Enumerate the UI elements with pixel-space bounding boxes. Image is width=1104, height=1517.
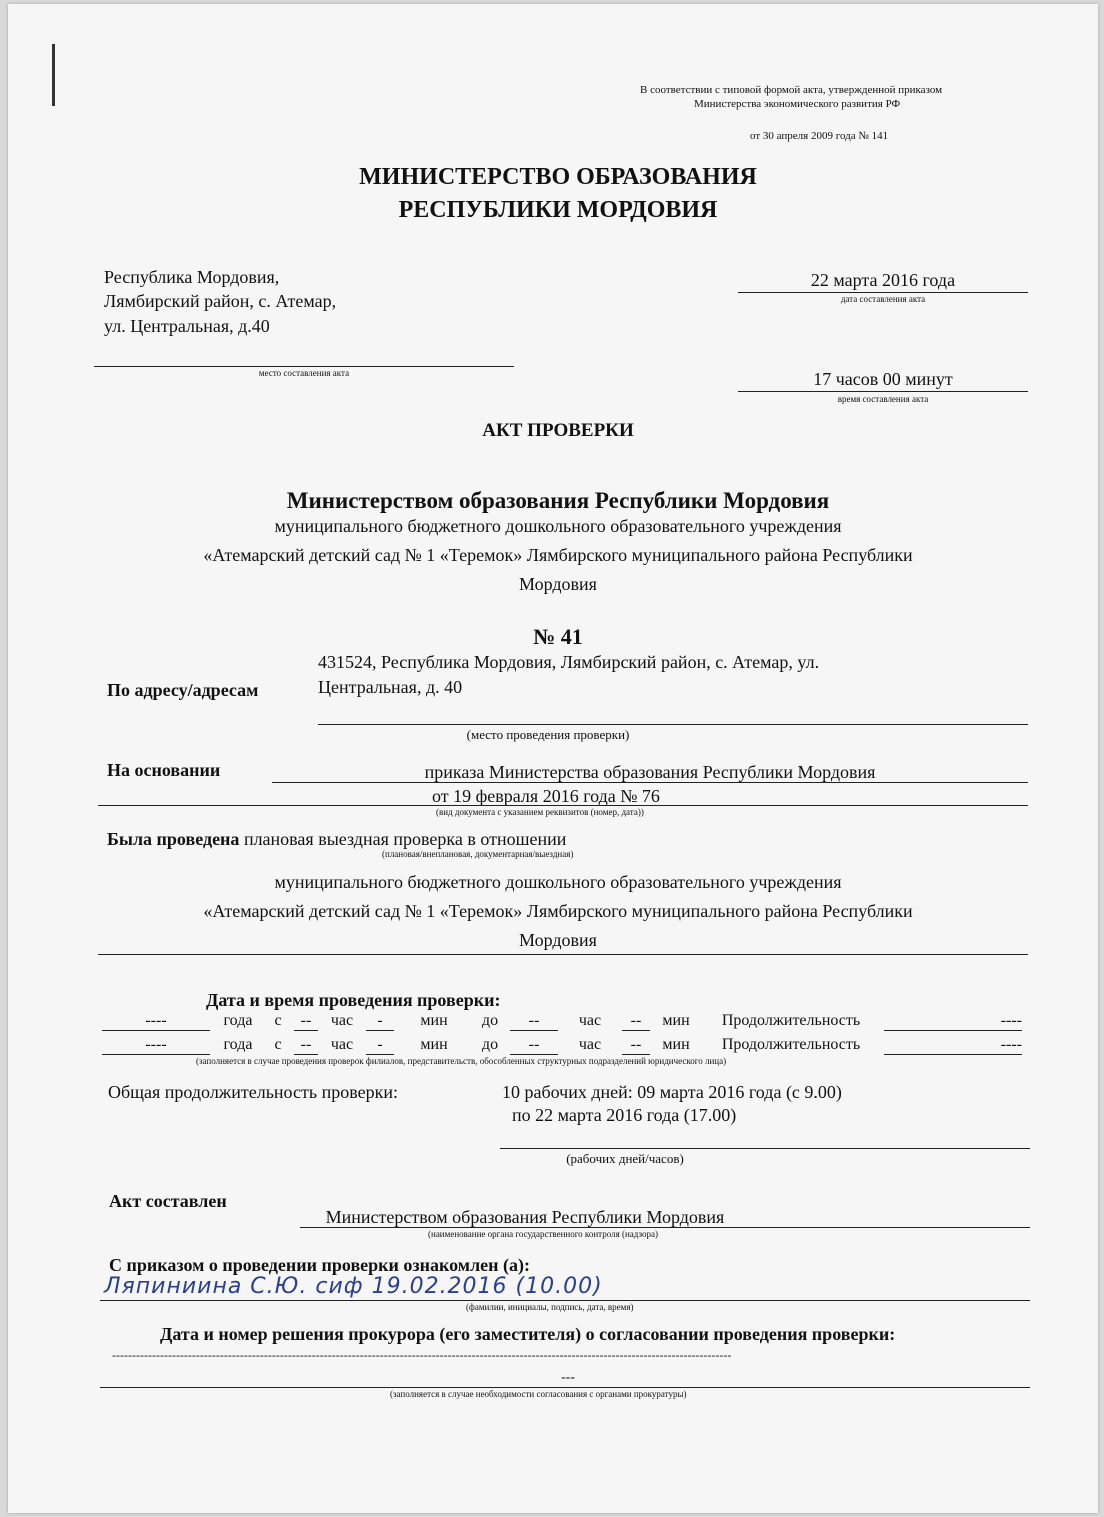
compiled-label: Акт составлен — [109, 1191, 227, 1211]
compiled-value: Министерством образования Республики Мордовия — [325, 1207, 725, 1227]
row2-min-word1: мин — [420, 1036, 448, 1053]
row1-hour-word2: час — [578, 1012, 602, 1029]
row1-min-from: - — [366, 1012, 394, 1031]
row2-min-word2: мин — [662, 1036, 690, 1053]
datetime-title: Дата и время проведения проверки: — [206, 990, 501, 1010]
row1-min-word2: мин — [662, 1012, 690, 1029]
row1-to-word: до — [481, 1012, 499, 1029]
row2-duration: ---- — [884, 1036, 1022, 1055]
time-underline — [738, 391, 1028, 392]
acquainted-label: С приказом о проведении проверки ознакомлен (а): — [109, 1255, 531, 1275]
address-caption: (место проведения проверки) — [466, 727, 630, 742]
row2-to-word: до — [481, 1036, 499, 1053]
row1-min-to: -- — [622, 1012, 650, 1031]
basis-underline1 — [272, 782, 1028, 783]
ministry-header-line2: РЕСПУБЛИКИ МОРДОВИЯ — [398, 197, 718, 223]
place-caption: место составления акта — [258, 368, 350, 378]
basis-underline2 — [98, 805, 1028, 806]
total-duration-underline — [500, 1148, 1030, 1149]
total-duration-label: Общая продолжительность проверки: — [108, 1082, 398, 1102]
act-number: № 41 — [533, 624, 583, 649]
datetime-caption: (заполняется в случае проведения проверок филиалов, представительств, обособленных структурных подразделений юридического лица) — [196, 1056, 727, 1066]
date-underline — [738, 292, 1028, 293]
row2-year-word: года — [223, 1036, 253, 1053]
total-duration-line2: по 22 марта 2016 года (17.00) — [512, 1105, 737, 1125]
conducted-caption: (плановая/внеплановая, документарная/выездная) — [382, 849, 574, 859]
staple-mark — [52, 44, 55, 106]
row2-date-from: ---- — [102, 1036, 210, 1055]
basis-caption: (вид документа с указанием реквизитов (номер, дата)) — [436, 807, 644, 817]
conducted-line2: «Атемарский детский сад № 1 «Теремок» Лямбирского муниципального района Республики — [203, 901, 913, 921]
inspector-line1: муниципального бюджетного дошкольного образовательного учреждения — [274, 516, 842, 536]
inspector-line2: «Атемарский детский сад № 1 «Теремок» Лямбирского муниципального района Республики — [203, 545, 913, 565]
form-reference-line3: от 30 апреля 2009 года № 141 — [750, 130, 889, 142]
prosecutor-dashes: ----------------------------------------------------------------------------------------------------------------------------------------------------------- — [112, 1348, 732, 1362]
basis-line2: от 19 февраля 2016 года № 76 — [432, 786, 660, 806]
place-underline — [94, 366, 514, 367]
address-line2: Центральная, д. 40 — [318, 677, 463, 697]
datetime-row-1 — [102, 1012, 1022, 1031]
row1-hour-to: -- — [510, 1012, 558, 1031]
row1-duration: ---- — [884, 1012, 1022, 1031]
act-time: 17 часов 00 минут — [813, 369, 953, 389]
conducted-value: плановая выездная проверка в отношении — [243, 829, 567, 849]
datetime-row-2 — [102, 1036, 1022, 1055]
row2-from-word: с — [274, 1036, 282, 1053]
prosecutor-label: Дата и номер решения прокурора (его заместителя) о согласовании проведения проверки: — [160, 1324, 896, 1344]
row2-min-from: - — [366, 1036, 394, 1055]
row1-hour-from: -- — [294, 1012, 318, 1031]
conducted-line3: Мордовия — [519, 930, 597, 950]
place-line1: Республика Мордовия, — [104, 267, 280, 287]
total-duration-line1: 10 рабочих дней: 09 марта 2016 года (с 9.00) — [502, 1082, 842, 1102]
form-reference-line2: Министерства экономического развития РФ — [694, 98, 901, 110]
acquainted-underline — [100, 1300, 1030, 1301]
prosecutor-underline — [100, 1387, 1030, 1388]
basis-label: На основании — [107, 760, 221, 780]
row1-from-word: с — [274, 1012, 282, 1029]
row1-hour-word1: час — [330, 1012, 354, 1029]
address-label: По адресу/адресам — [107, 680, 259, 700]
ministry-header-line1: МИНИСТЕРСТВО ОБРАЗОВАНИЯ — [359, 164, 757, 190]
row2-hour-from: -- — [294, 1036, 318, 1055]
row2-hour-to: -- — [510, 1036, 558, 1055]
form-reference-line1: В соответствии с типовой формой акта, утвержденной приказом — [640, 84, 943, 96]
conducted-label: Была проведена — [107, 829, 240, 849]
act-title: АКТ ПРОВЕРКИ — [482, 420, 634, 441]
inspector-line3: Мордовия — [519, 574, 597, 594]
row1-duration-word: Продолжительность — [721, 1012, 861, 1029]
inspector-name: Министерством образования Республики Мордовия — [286, 488, 830, 513]
act-date: 22 марта 2016 года — [810, 270, 956, 290]
conducted-underline — [98, 954, 1028, 955]
prosecutor-dash-end: --- — [561, 1370, 575, 1385]
date-caption: дата составления акта — [840, 294, 926, 304]
compiled-caption: (наименование органа государственного контроля (надзора) — [428, 1229, 658, 1239]
place-line3: ул. Центральная, д.40 — [104, 316, 270, 336]
row1-year-word: года — [223, 1012, 253, 1029]
address-line1: 431524, Республика Мордовия, Лямбирский район, с. Атемар, ул. — [318, 652, 820, 672]
acquainted-caption: (фамилии, инициалы, подпись, дата, время) — [466, 1302, 634, 1312]
prosecutor-caption: (заполняется в случае необходимости согласования с органами прокуратуры) — [390, 1389, 687, 1399]
row1-min-word1: мин — [420, 1012, 448, 1029]
conducted-line1: муниципального бюджетного дошкольного образовательного учреждения — [274, 872, 842, 892]
address-underline — [318, 724, 1028, 725]
row2-hour-word1: час — [330, 1036, 354, 1053]
row2-min-to: -- — [622, 1036, 650, 1055]
row2-hour-word2: час — [578, 1036, 602, 1053]
handwritten-signature: Ляпиниина С.Ю. сиф 19.02.2016 (10.00) — [104, 1274, 603, 1299]
basis-line1: приказа Министерства образования Республики Мордовия — [424, 762, 876, 782]
document-page — [8, 4, 1098, 1513]
place-line2: Лямбирский район, с. Атемар, — [104, 291, 337, 311]
total-duration-caption: (рабочих дней/часов) — [566, 1151, 684, 1166]
conducted-row — [107, 829, 566, 850]
compiled-underline — [300, 1227, 1030, 1228]
row2-duration-word: Продолжительность — [721, 1036, 861, 1053]
time-caption: время составления акта — [837, 394, 929, 404]
row1-date-from: ---- — [102, 1012, 210, 1031]
